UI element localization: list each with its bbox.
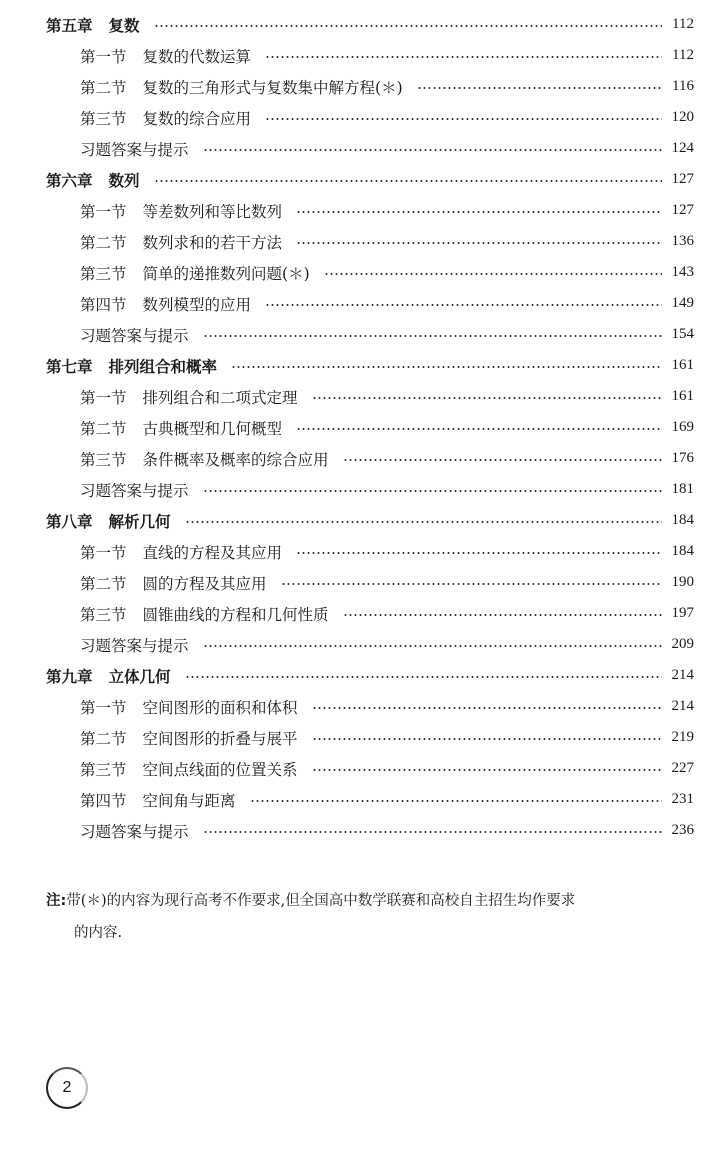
toc-page-number: 116 [672, 78, 694, 94]
toc-page-number: 184 [671, 512, 694, 528]
section-number: 第三节 [80, 264, 127, 283]
section-number: 第三节 [80, 109, 127, 128]
chapter-number: 第八章 [46, 512, 93, 531]
toc-page-number: 227 [671, 760, 694, 776]
dot-leader [312, 769, 662, 771]
toc-page-number: 161 [671, 388, 694, 404]
dot-leader [312, 738, 662, 740]
dot-leader [265, 56, 662, 58]
section-number: 第二节 [80, 729, 127, 748]
section-title: 空间点线面的位置关系 [142, 760, 298, 779]
toc-page-number: 184 [671, 543, 694, 559]
toc-section-row[interactable] [0, 133, 718, 164]
toc-section-row[interactable] [0, 443, 718, 474]
toc-section-row[interactable] [0, 474, 718, 505]
section-title: 圆锥曲线的方程和几何性质 [142, 605, 329, 624]
section-title: 直线的方程及其应用 [142, 543, 283, 562]
section-number: 第二节 [80, 78, 127, 97]
toc-page-number: 236 [671, 822, 694, 838]
dot-leader [296, 552, 662, 554]
section-number: 第一节 [80, 543, 127, 562]
toc-page-number: 214 [671, 698, 694, 714]
toc-section-row[interactable] [0, 226, 718, 257]
dot-leader [296, 211, 662, 213]
dot-leader [417, 87, 662, 89]
toc-page-number: 161 [671, 357, 694, 373]
section-number: 第四节 [80, 295, 127, 314]
toc-section-row[interactable] [0, 257, 718, 288]
dot-leader [296, 428, 662, 430]
dot-leader [185, 521, 662, 523]
section-title: 空间图形的折叠与展平 [142, 729, 298, 748]
dot-leader [281, 583, 662, 585]
toc-page-number: 112 [672, 47, 694, 63]
section-title: 习题答案与提示 [80, 481, 189, 500]
toc-chapter-row[interactable] [0, 164, 718, 195]
toc-section-row[interactable] [0, 71, 718, 102]
dot-leader [265, 118, 662, 120]
chapter-title: 排列组合和概率 [108, 357, 218, 376]
page-number-badge [46, 1067, 88, 1109]
chapter-title: 数列 [108, 171, 140, 190]
section-title: 习题答案与提示 [80, 140, 189, 159]
toc-page-number: 124 [671, 140, 694, 156]
section-title: 数列求和的若干方法 [142, 233, 283, 252]
section-number: 第二节 [80, 574, 127, 593]
chapter-number: 第七章 [46, 357, 93, 376]
dot-leader [231, 366, 662, 368]
section-title: 习题答案与提示 [80, 326, 189, 345]
footnote-line-1 [46, 885, 696, 917]
toc-section-row[interactable] [0, 691, 718, 722]
page-number: 2 [62, 1079, 72, 1096]
dot-leader [203, 149, 662, 151]
toc-section-row[interactable] [0, 40, 718, 71]
toc-page-number: 197 [671, 605, 694, 621]
toc-section-row[interactable] [0, 536, 718, 567]
section-title: 简单的递推数列问题(＊) [142, 264, 310, 283]
toc-page-number: 231 [671, 791, 694, 807]
toc-section-row[interactable] [0, 567, 718, 598]
section-title: 圆的方程及其应用 [142, 574, 267, 593]
toc-page-number: 154 [671, 326, 694, 342]
dot-leader [312, 707, 662, 709]
toc-page-number: 209 [671, 636, 694, 652]
section-title: 复数的三角形式与复数集中解方程(＊) [142, 78, 403, 97]
dot-leader [343, 459, 662, 461]
toc-page-number: 136 [671, 233, 694, 249]
toc-chapter-row[interactable] [0, 660, 718, 691]
dot-leader [312, 397, 662, 399]
toc-section-row[interactable] [0, 722, 718, 753]
section-title: 复数的综合应用 [142, 109, 252, 128]
section-title: 空间图形的面积和体积 [142, 698, 298, 717]
dot-leader [185, 676, 662, 678]
section-number: 第三节 [80, 450, 127, 469]
toc-chapter-row[interactable] [0, 505, 718, 536]
chapter-title: 立体几何 [108, 667, 171, 686]
dot-leader [324, 273, 662, 275]
footnote-text: 带(＊)的内容为现行高考不作要求,但全国高中数学联赛和高校自主招生均作要求 [66, 893, 576, 909]
toc-section-row[interactable] [0, 288, 718, 319]
toc-page-number: 176 [671, 450, 694, 466]
section-title: 等差数列和等比数列 [142, 202, 283, 221]
section-number: 第二节 [80, 233, 127, 252]
section-title: 习题答案与提示 [80, 822, 189, 841]
toc-section-row[interactable] [0, 753, 718, 784]
toc-chapter-row[interactable] [0, 350, 718, 381]
toc-page-number: 190 [671, 574, 694, 590]
section-title: 习题答案与提示 [80, 636, 189, 655]
toc-section-row[interactable] [0, 598, 718, 629]
toc-section-row[interactable] [0, 195, 718, 226]
dot-leader [343, 614, 662, 616]
dot-leader [265, 304, 662, 306]
section-number: 第一节 [80, 698, 127, 717]
toc-page-number: 219 [671, 729, 694, 745]
toc-page-number: 169 [671, 419, 694, 435]
toc-section-row[interactable] [0, 319, 718, 350]
section-number: 第一节 [80, 388, 127, 407]
section-number: 第三节 [80, 760, 127, 779]
section-number: 第四节 [80, 791, 127, 810]
table-of-contents [0, 9, 718, 846]
section-title: 空间角与距离 [142, 791, 236, 810]
toc-page-number: 143 [671, 264, 694, 280]
dot-leader [203, 335, 662, 337]
section-title: 古典概型和几何概型 [142, 419, 283, 438]
toc-page-number: 214 [671, 667, 694, 683]
footnote-label: 注: [46, 893, 67, 909]
section-number: 第三节 [80, 605, 127, 624]
dot-leader [250, 800, 662, 802]
toc-section-row[interactable] [0, 815, 718, 846]
section-number: 第一节 [80, 202, 127, 221]
dot-leader [203, 490, 662, 492]
dot-leader [296, 242, 662, 244]
toc-page-number: 120 [671, 109, 694, 125]
dot-leader [154, 25, 662, 27]
footnote [46, 885, 696, 949]
section-title: 数列模型的应用 [142, 295, 252, 314]
toc-section-row[interactable] [0, 102, 718, 133]
chapter-title: 解析几何 [108, 512, 171, 531]
toc-section-row[interactable] [0, 784, 718, 815]
section-title: 复数的代数运算 [142, 47, 252, 66]
dot-leader [203, 831, 662, 833]
section-title: 条件概率及概率的综合应用 [142, 450, 329, 469]
toc-page-number: 149 [671, 295, 694, 311]
dot-leader [203, 645, 662, 647]
toc-chapter-row[interactable] [0, 9, 718, 40]
toc-page-number: 127 [671, 202, 694, 218]
chapter-number: 第六章 [46, 171, 93, 190]
chapter-number: 第九章 [46, 667, 93, 686]
chapter-title: 复数 [108, 16, 140, 35]
toc-page-number: 112 [672, 16, 694, 32]
toc-section-row[interactable] [0, 381, 718, 412]
toc-page-number: 181 [671, 481, 694, 497]
section-number: 第一节 [80, 47, 127, 66]
section-number: 第二节 [80, 419, 127, 438]
toc-page-number: 127 [671, 171, 694, 187]
section-title: 排列组合和二项式定理 [142, 388, 298, 407]
dot-leader [154, 180, 662, 182]
toc-section-row[interactable] [0, 629, 718, 660]
toc-section-row[interactable] [0, 412, 718, 443]
footnote-line-2: 的内容. [74, 925, 123, 941]
chapter-number: 第五章 [46, 16, 93, 35]
